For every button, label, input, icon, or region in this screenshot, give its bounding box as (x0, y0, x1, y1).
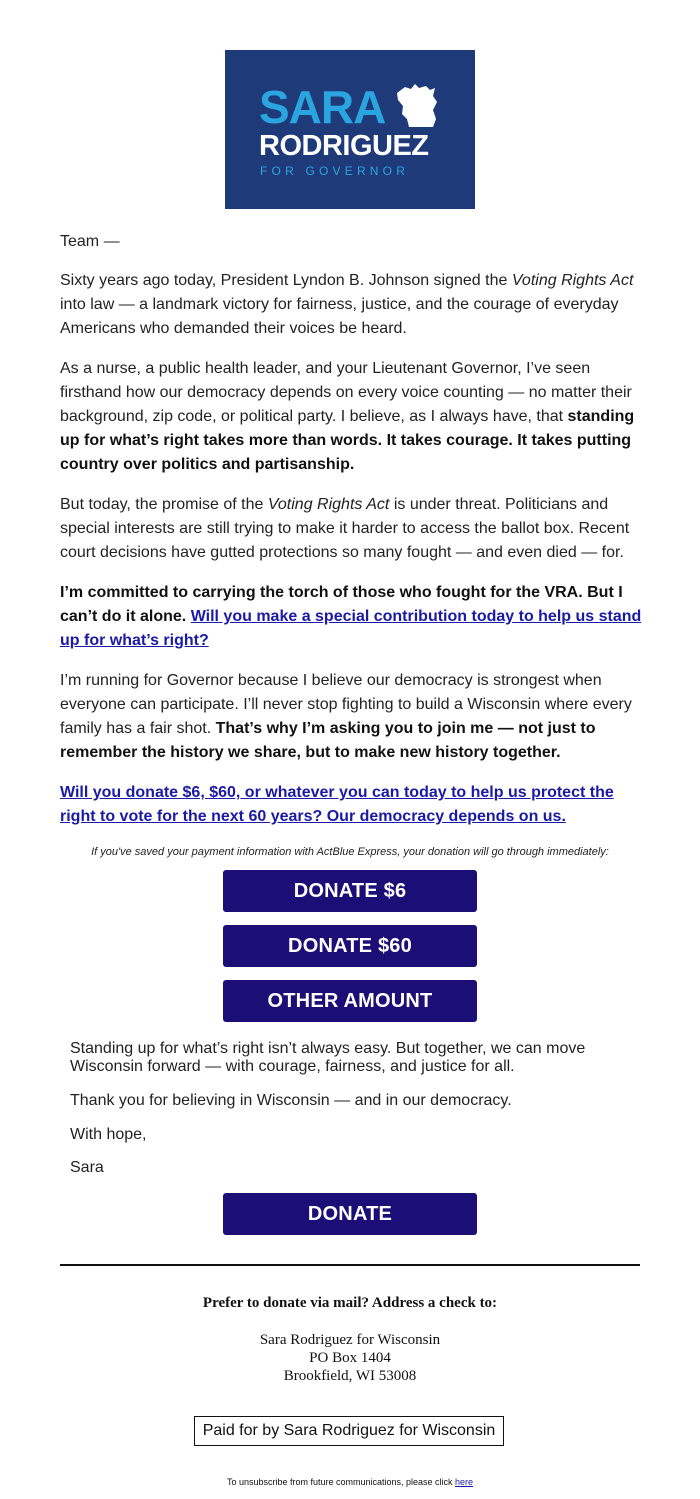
unsubscribe-line: To unsubscribe from future communications, please click here (226, 1477, 474, 1487)
mail-donation-heading: Prefer to donate via mail? Address a check to: (202, 1295, 498, 1311)
closing-paragraph: Standing up for what’s right isn’t always easy. But together, we can move Wisconsin forward — with courage, fairness, and justice for all. (70, 1040, 586, 1075)
logo-first-name: SARA (259, 81, 386, 133)
logo-tagline: FOR GOVERNOR (260, 164, 410, 178)
donate-amount-link[interactable]: Will you donate $6, $60, or whatever you can today to help us protect the right to vote for the next 60 years? Our democracy depends on us. (60, 784, 614, 825)
unsubscribe-link[interactable]: here (455, 1477, 474, 1487)
actblue-express-note: If you've saved your payment information with ActBlue Express, your donation will go through immediately: (91, 846, 609, 858)
footer-divider (60, 1264, 640, 1266)
contribution-link[interactable]: Will you make a special contribution today to help us stand up for what’s right? (60, 608, 642, 649)
paragraph-3: But today, the promise of the Voting Rights Act is under threat. Politicians and special interests are still trying to make it harder to access the ballot box. Recent court decisions have gutted protections so many fought — and even died — for. (60, 496, 630, 561)
donate-60-button[interactable]: DONATE $60 (223, 925, 477, 967)
wisconsin-state-icon (395, 83, 439, 129)
other-amount-button[interactable]: OTHER AMOUNT (223, 980, 477, 1022)
mailing-address: Sara Rodriguez for Wisconsin PO Box 1404 Brookfield, WI 53008 (259, 1332, 441, 1384)
paragraph-4: I’m committed to carrying the torch of those who fought for the VRA. But I can’t do it alone. Will you make a special contribution today to help us stand up for what’s right? (60, 584, 642, 649)
paragraph-1: Sixty years ago today, President Lyndon B. Johnson signed the Voting Rights Act into law — a landmark victory for fairness, justice, and the courage of everyday Americans who demanded their voices be heard. (60, 272, 634, 337)
paragraph-6 (60, 781, 645, 829)
signature: Sara (70, 1159, 104, 1176)
paragraph-5: I’m running for Governor because I believe our democracy is strongest when everyone can participate. I’ll never stop fighting to build a Wisconsin where every family has a fair shot. That’s why I’m asking you to join me — not just to remember the history we share, but to make new history together. (60, 672, 632, 761)
greeting: Team — (60, 233, 120, 250)
logo-last-name: RODRIGUEZ (259, 130, 429, 162)
donate-button[interactable]: DONATE (223, 1193, 477, 1235)
campaign-logo (225, 50, 475, 209)
sign-off: With hope, (70, 1126, 147, 1143)
thank-you-line: Thank you for believing in Wisconsin — and in our democracy. (70, 1092, 512, 1109)
donate-6-button[interactable]: DONATE $6 (223, 870, 477, 912)
paid-for-disclaimer: Paid for by Sara Rodriguez for Wisconsin (194, 1416, 504, 1446)
paragraph-2: As a nurse, a public health leader, and your Lieutenant Governor, I’ve seen firsthand how our democracy depends on every voice counting — no matter their background, zip code, or political party. I believe, as I always have, that standing up for what’s right takes more than words. It takes courage. It takes putting country over politics and partisanship. (60, 360, 635, 473)
